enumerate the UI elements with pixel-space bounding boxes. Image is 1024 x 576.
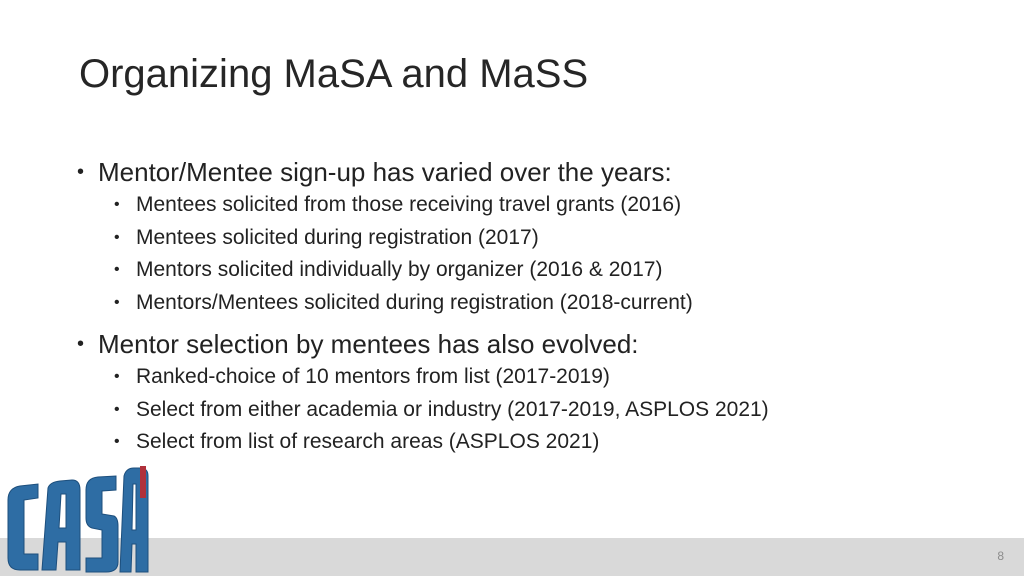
bullet-icon: •: [114, 368, 120, 385]
bullet-icon: •: [77, 161, 85, 183]
bullet-level-1: [75, 155, 975, 189]
casa-logo: [4, 462, 154, 576]
logo-letter-c: [8, 484, 38, 570]
bullet-icon: •: [114, 196, 120, 213]
bullet-level-1: [75, 327, 975, 361]
logo-red-accent: [140, 466, 146, 498]
bullet-level-2: [75, 189, 975, 222]
list-item: Mentees solicited from those receiving travel grants (2016): [136, 193, 682, 216]
bullet-icon: •: [114, 400, 120, 418]
page-number: 8: [997, 549, 1004, 563]
slide-body: [75, 155, 975, 459]
section-heading: Mentor selection by mentees has also evolved:: [98, 329, 639, 359]
logo-letter-s: [86, 476, 118, 572]
bullet-level-2: [75, 222, 975, 255]
list-item: Mentors/Mentees solicited during registration (2018-current): [136, 290, 693, 314]
bullet-level-2: [75, 361, 975, 394]
bullet-level-2: [75, 287, 975, 320]
bullet-icon: •: [114, 293, 120, 311]
bullet-level-2: [75, 394, 975, 427]
list-item: Mentors solicited individually by organizer (2016 & 2017): [136, 258, 663, 281]
slide-title: Organizing MaSA and MaSS: [79, 52, 589, 96]
bullet-level-2: [75, 254, 975, 287]
list-item: Select from either academia or industry (2017-2019, ASPLOS 2021): [136, 397, 769, 421]
bullet-level-2: [75, 426, 975, 459]
logo-letter-a: [42, 480, 80, 570]
section-heading: Mentor/Mentee sign-up has varied over the years:: [98, 157, 672, 187]
bullet-icon: •: [114, 228, 120, 246]
list-item: Select from list of research areas (ASPLOS 2021): [136, 430, 600, 453]
list-item: Ranked-choice of 10 mentors from list (2017-2019): [136, 365, 610, 388]
bullet-icon: •: [114, 433, 120, 450]
bullet-icon: •: [114, 261, 120, 278]
bullet-icon: •: [77, 333, 85, 355]
list-item: Mentees solicited during registration (2017): [136, 225, 539, 249]
